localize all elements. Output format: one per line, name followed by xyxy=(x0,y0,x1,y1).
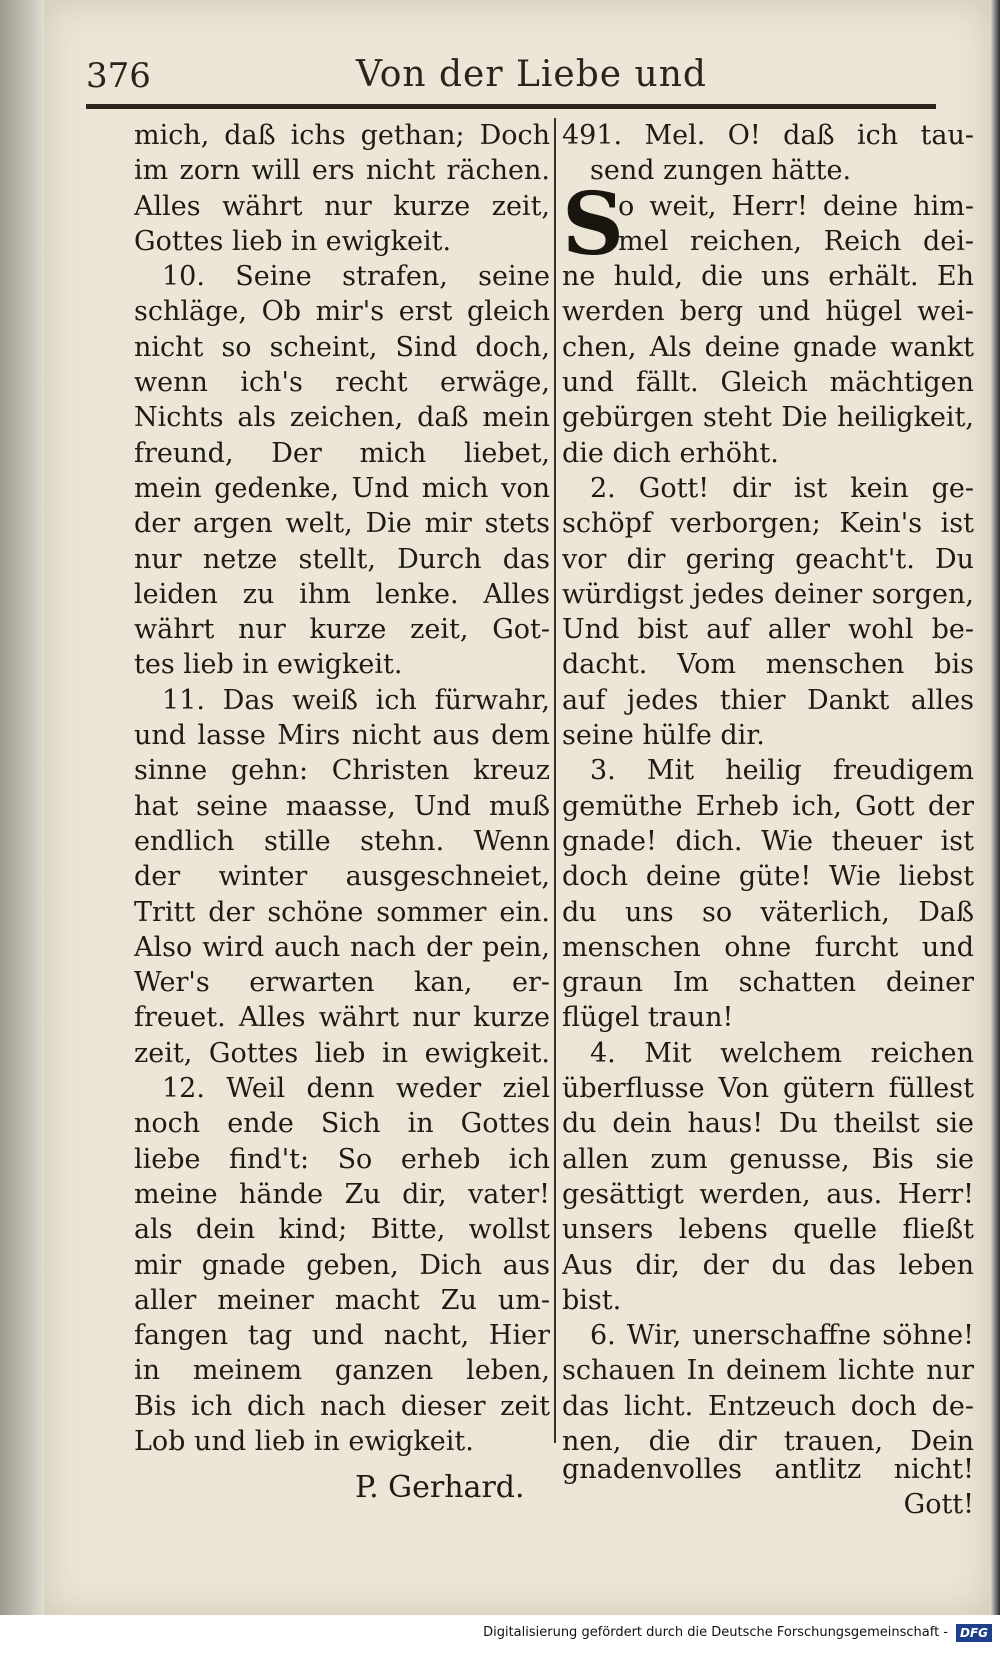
scan-right-edge xyxy=(990,0,1000,1615)
text-line: mir gnade geben, Dich aus xyxy=(134,1249,550,1281)
text-line: Gottes lieb in ewigkeit. xyxy=(134,225,452,257)
catchword: Gott! xyxy=(903,1489,974,1521)
text-line: würdigst jedes deiner sorgen, xyxy=(562,578,974,610)
text-line: währt nur kurze zeit, Got- xyxy=(134,614,550,646)
text-line: das licht. Entzeuch doch de- xyxy=(562,1390,974,1422)
text-line: schöpf verborgen; Kein's ist xyxy=(562,508,974,540)
text-line: nen, die dir trauen, Dein xyxy=(562,1425,974,1457)
text-line: freund, Der mich liebet, xyxy=(134,437,550,469)
text-line: gnadenvolles antlitz nicht! xyxy=(562,1454,974,1485)
text-line: und fällt. Gleich mächtigen xyxy=(562,367,974,399)
right-column-tail xyxy=(562,1452,974,1523)
text-line: nur netze stellt, Durch das xyxy=(134,543,550,575)
text-line: chen, Als deine gnade wankt xyxy=(562,331,974,363)
text-line: gesättigt werden, aus. Herr! xyxy=(562,1178,974,1210)
text-line: seine hülfe dir. xyxy=(562,720,765,752)
text-line: freuet. Alles währt nur kurze xyxy=(134,1002,550,1034)
text-line: meine hände Zu dir, vater! xyxy=(134,1178,550,1210)
text-line: graun Im schatten deiner xyxy=(562,967,974,999)
text-line: mich, daß ichs gethan; Doch xyxy=(134,120,550,151)
running-title: Von der Liebe und xyxy=(356,54,707,95)
left-column xyxy=(134,118,550,1459)
text-line: tes lieb in ewigkeit. xyxy=(134,649,403,681)
text-line: leiden zu ihm lenke. Alles xyxy=(134,578,550,610)
text-line: fangen tag und nacht, Hier xyxy=(134,1320,550,1352)
text-line: in meinem ganzen leben, xyxy=(134,1355,550,1387)
text-line: schauen In deinem lichte nur xyxy=(562,1355,974,1387)
text-line: zeit, Gottes lieb in ewigkeit. xyxy=(134,1037,550,1069)
text-line: Wer's erwarten kan, er- xyxy=(134,967,550,999)
text-line: 12. Weil denn weder ziel xyxy=(162,1073,550,1105)
text-line: unsers lebens quelle fließt xyxy=(562,1214,974,1246)
text-line: hat seine maasse, Und muß xyxy=(134,790,550,822)
text-line: allen zum genusse, Bis sie xyxy=(562,1143,974,1175)
text-line: Alles währt nur kurze zeit, xyxy=(134,190,550,222)
text-line: 4. Mit welchem reichen xyxy=(590,1037,974,1069)
text-line: vor dir gering geacht't. Du xyxy=(562,543,974,575)
text-line: die dich erhöht. xyxy=(562,437,779,469)
footer-bar xyxy=(0,1615,1000,1656)
text-line: Und bist auf aller wohl be- xyxy=(562,614,974,646)
text-line: der winter ausgeschneiet, xyxy=(134,861,550,893)
header-rule xyxy=(86,104,936,109)
text-line: o weit, Herr! deine him- xyxy=(618,190,974,222)
text-line: Lob und lieb in ewigkeit. xyxy=(134,1425,474,1457)
text-line: bist. xyxy=(562,1284,622,1316)
text-line: gemüthe Erheb ich, Gott der xyxy=(562,790,974,822)
text-line: 3. Mit heilig freudigem xyxy=(590,755,974,787)
text-line: als dein kind; Bitte, wollst xyxy=(134,1214,550,1246)
text-line: 2. Gott! dir ist kein ge- xyxy=(590,472,974,504)
right-column xyxy=(562,118,974,1459)
text-line: der argen welt, Die mir stets xyxy=(134,508,550,540)
text-line: du dein haus! Du theilst sie xyxy=(562,1108,974,1140)
author-signature: P. Gerhard. xyxy=(355,1470,525,1505)
text-line: im zorn will ers nicht rächen. xyxy=(134,155,550,187)
text-line: Also wird auch nach der pein, xyxy=(134,931,550,963)
page-number: 376 xyxy=(86,56,151,96)
text-line: nicht so scheint, Sind doch, xyxy=(134,331,550,363)
text-line: aller meiner macht Zu um- xyxy=(134,1284,550,1316)
text-line: 6. Wir, unerschaffne söhne! xyxy=(590,1320,974,1352)
text-line: 11. Das weiß ich fürwahr, xyxy=(162,684,550,716)
text-line: gebürgen steht Die heiligkeit, xyxy=(562,402,974,434)
text-line: Tritt der schöne sommer ein. xyxy=(134,896,550,928)
text-line: dacht. Vom menschen bis xyxy=(562,649,974,681)
text-line: sinne gehn: Christen kreuz xyxy=(134,755,550,787)
text-line: Bis ich dich nach dieser zeit xyxy=(134,1390,550,1422)
text-line: liebe find't: So erheb ich xyxy=(134,1143,550,1175)
text-line: flügel traun! xyxy=(562,1002,734,1034)
text-line: endlich stille stehn. Wenn xyxy=(134,825,550,857)
text-line: doch deine güte! Wie liebst xyxy=(562,861,974,893)
text-line: Nichts als zeichen, daß mein xyxy=(134,402,550,434)
text-line: auf jedes thier Dankt alles xyxy=(562,684,974,716)
text-line: gnade! dich. Wie theuer ist xyxy=(562,825,974,857)
text-line: menschen ohne furcht und xyxy=(562,931,974,963)
text-line: 10. Seine strafen, seine xyxy=(162,261,550,293)
footer-credit: Digitalisierung gefördert durch die Deutsche Forschungsgemeinschaft - xyxy=(483,1625,948,1640)
column-divider xyxy=(554,118,556,1443)
text-line: du uns so väterlich, Daß xyxy=(562,896,974,928)
text-line: werden berg und hügel wei- xyxy=(562,296,974,328)
text-line: wenn ich's recht erwäge, xyxy=(134,367,550,399)
text-line: überflusse Von gütern füllest xyxy=(562,1073,974,1105)
text-line: ne huld, die uns erhält. Eh xyxy=(562,261,974,293)
text-line: mel reichen, Reich dei- xyxy=(618,225,974,257)
text-line: Aus dir, der du das leben xyxy=(562,1249,974,1281)
scan-left-edge xyxy=(0,0,44,1615)
hymn-heading: 491. Mel. O! daß ich tau- xyxy=(562,120,974,151)
dfg-logo: DFG xyxy=(956,1624,992,1642)
page-header xyxy=(86,48,936,100)
text-line: mein gedenke, Und mich von xyxy=(134,472,550,504)
text-line: und lasse Mirs nicht aus dem xyxy=(134,720,550,752)
drop-cap: S xyxy=(562,174,625,275)
text-line: schläge, Ob mir's erst gleich xyxy=(134,296,550,328)
hymn-heading-cont: send zungen hätte. xyxy=(590,155,852,187)
text-line: noch ende Sich in Gottes xyxy=(134,1108,550,1140)
